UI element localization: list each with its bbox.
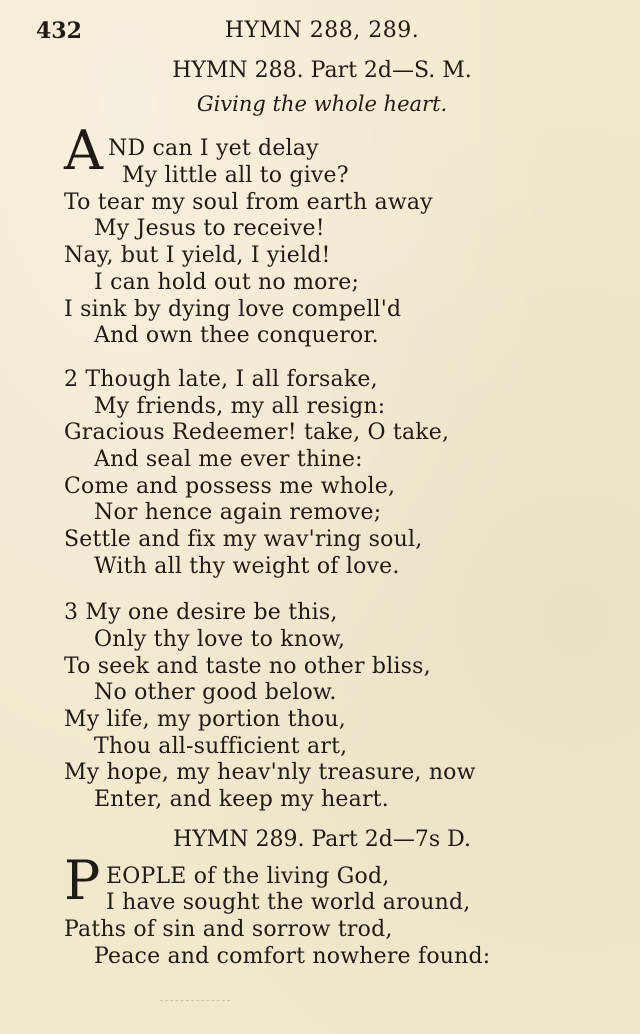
hymn-288-line-5: Nay, but I yield, I yield! xyxy=(64,243,331,268)
hymn-288-verse-2-line-7: Settle and fix my wav'ring soul, xyxy=(64,527,423,552)
hymn-288-line-8: And own thee conqueror. xyxy=(94,323,379,348)
hymn-288-verse-3-line-7: My hope, my heav'nly treasure, now xyxy=(64,760,476,785)
page-smudge xyxy=(160,1000,230,1009)
hymn-288-subtitle: Giving the whole heart. xyxy=(196,92,448,116)
hymn-288-line-4: My Jesus to receive! xyxy=(94,216,325,241)
hymn-288-verse-3-line-3: To seek and taste no other bliss, xyxy=(64,654,431,679)
running-title: HYMN 288, 289. xyxy=(224,18,420,43)
hymn-288-verse-2-line-6: Nor hence again remove; xyxy=(94,500,382,525)
hymn-288-title: HYMN 288. Part 2d—S. M. xyxy=(172,58,472,83)
hymn-288-verse-2-line-5: Come and possess me whole, xyxy=(64,474,396,499)
running-head xyxy=(36,18,608,46)
hymn-288-verse-2-line-8: With all thy weight of love. xyxy=(94,554,400,579)
hymn-289-line-3: Paths of sin and sorrow trod, xyxy=(64,917,393,942)
hymn-288-line-6: I can hold out no more; xyxy=(94,270,360,295)
hymn-288-verse-3-line-4: No other good below. xyxy=(94,680,337,705)
hymn-288-verse-2-line-4: And seal me ever thine: xyxy=(94,447,363,472)
hymn-289-line-1: EOPLE of the living God, xyxy=(106,864,390,889)
hymn-288-verse-3-line-5: My life, my portion thou, xyxy=(64,707,346,732)
hymn-288-verse-2-line-2: My friends, my all resign: xyxy=(94,394,386,419)
hymn-289-title: HYMN 289. Part 2d—7s D. xyxy=(173,827,471,852)
hymn-288-verse-2-line-1: 2 Though late, I all forsake, xyxy=(64,367,378,392)
hymn-289-line-4: Peace and comfort nowhere found: xyxy=(94,944,491,969)
hymn-288-line-2: My little all to give? xyxy=(122,163,349,188)
hymn-289-dropcap: P xyxy=(64,849,101,912)
hymn-288-line-7: I sink by dying love compell'd xyxy=(64,297,402,322)
hymn-288-line-3: To tear my soul from earth away xyxy=(64,190,433,215)
hymn-288-verse-3-line-8: Enter, and keep my heart. xyxy=(94,787,389,812)
hymn-289-line-2: I have sought the world around, xyxy=(106,890,471,915)
hymn-288-line-1: ND can I yet delay xyxy=(108,136,319,161)
page-number: 432 xyxy=(36,18,82,44)
hymn-288-verse-3-line-2: Only thy love to know, xyxy=(94,627,346,652)
hymn-288-verse-3-line-6: Thou all-sufficient art, xyxy=(94,734,348,759)
hymn-288-dropcap: A xyxy=(64,119,103,182)
hymn-288-verse-2-line-3: Gracious Redeemer! take, O take, xyxy=(64,420,450,445)
hymn-288-verse-3-line-1: 3 My one desire be this, xyxy=(64,600,338,625)
